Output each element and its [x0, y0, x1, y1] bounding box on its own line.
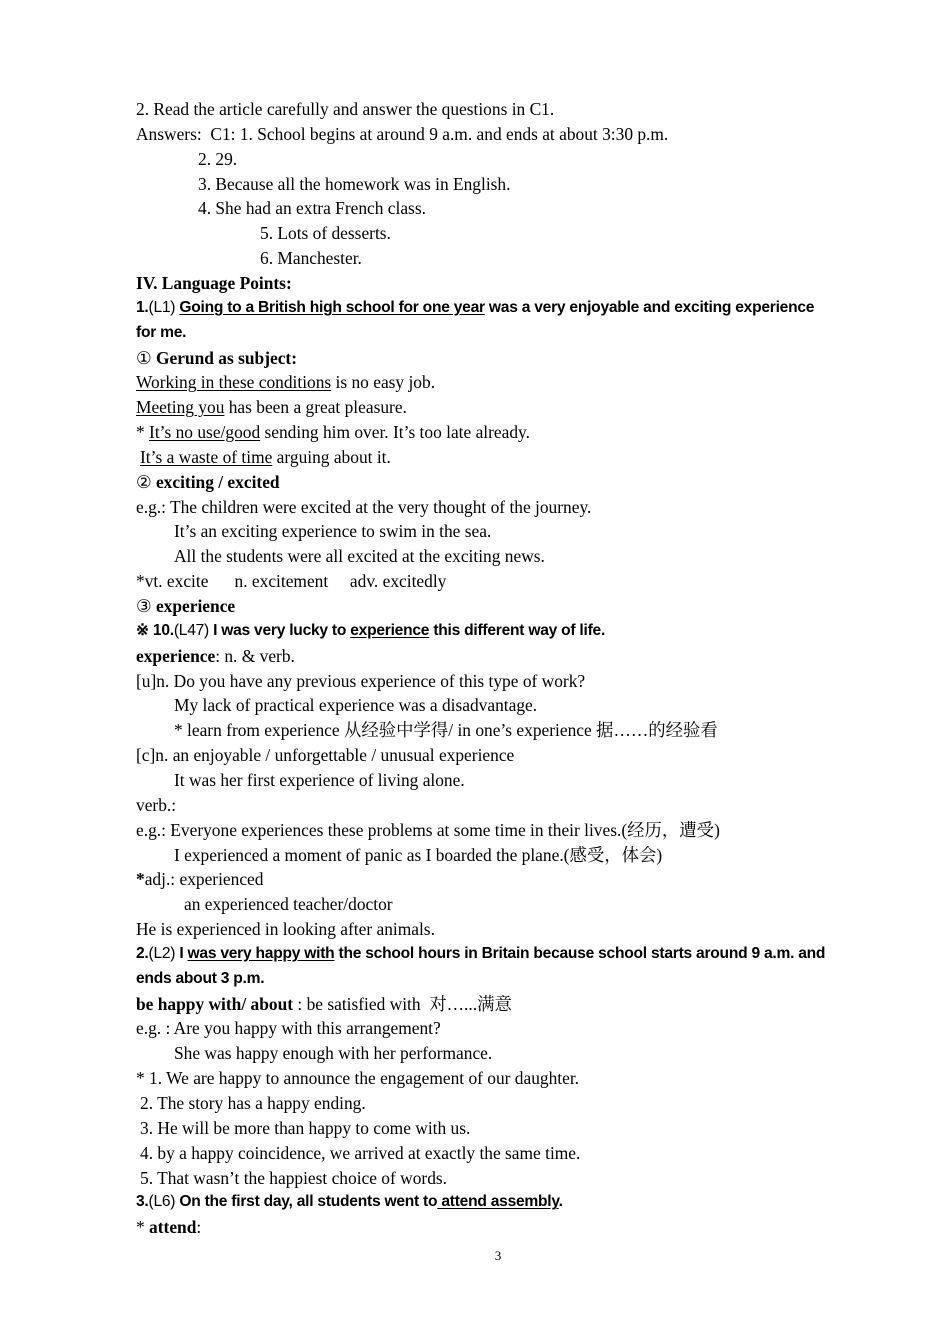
text-line [140, 1116, 470, 1141]
text-segment: He is experienced in looking after animals. [136, 919, 435, 940]
text-line [136, 97, 554, 122]
text-line [140, 1166, 447, 1191]
text-segment: this different way of life. [429, 621, 606, 639]
text-segment: * [136, 1217, 150, 1238]
text-segment: 2. The story has a happy ending. [140, 1093, 366, 1113]
text-line [174, 519, 491, 544]
underlined-phrase: was very happy with [187, 944, 335, 962]
underlined-phrase: Going to a British high school for one year [179, 298, 485, 316]
text-line [136, 122, 668, 147]
text-segment: exciting / excited [155, 471, 280, 492]
text-segment: [u]n. Do you have any previous experience of this type of work? [136, 670, 586, 691]
text-line [260, 221, 391, 246]
text-line [136, 495, 591, 520]
text-segment: 6. Manchester. [260, 248, 362, 269]
text-segment: . [558, 1193, 563, 1211]
text-line [136, 743, 514, 768]
text-line [136, 992, 512, 1017]
text-segment: experience [155, 596, 236, 616]
text-segment: I [179, 944, 188, 962]
text-line [136, 967, 264, 992]
text-line [136, 644, 295, 669]
text-segment: * learn from experience 从经验中学得/ in one’s experience 据……的经验看 [174, 720, 718, 741]
text-line [136, 470, 280, 495]
page-number: 3 [494, 1248, 502, 1263]
text-segment: 3. Because all the homework was in English. [198, 173, 511, 194]
text-segment: : n. & verb. [215, 645, 295, 666]
text-line [174, 718, 718, 743]
text-line [198, 196, 426, 221]
text-line [136, 793, 176, 818]
text-line [174, 843, 662, 868]
text-segment: * [136, 869, 145, 890]
text-line [136, 867, 263, 892]
text-segment: 5. That wasn’t the happiest choice of words. [140, 1167, 448, 1188]
text-segment: ② [136, 471, 156, 492]
text-segment: 2. Read the article carefully and answer the questions in C1. [136, 99, 555, 119]
text-segment: (L47) [173, 621, 214, 639]
text-segment: : [196, 1217, 202, 1238]
text-segment: e.g. : Are you happy with this arrangement? [136, 1018, 441, 1039]
text-line [174, 544, 545, 569]
underlined-phrase: Meeting you [136, 397, 225, 418]
underlined-phrase: attend assembly [437, 1193, 559, 1211]
text-segment: the school hours in Britain because school starts around 9 a.m. and [334, 944, 826, 962]
text-segment: It’s an exciting experience to swim in the sea. [174, 521, 492, 542]
text-segment: (L2) [148, 944, 180, 962]
text-segment: 5. Lots of desserts. [260, 223, 391, 244]
text-segment: My lack of practical experience was a disadvantage. [174, 695, 538, 716]
text-line [136, 321, 186, 346]
text-line [136, 420, 530, 445]
text-segment: : be satisfied with 对…...满意 [293, 993, 512, 1014]
text-line [174, 693, 537, 718]
text-segment: arguing about it. [272, 446, 391, 467]
text-line [136, 296, 814, 321]
text-segment: Answers: C1: 1. School begins at around 9 a.m. and ends at about 3:30 p.m. [136, 123, 669, 144]
text-segment: 2. [136, 944, 149, 962]
text-line [136, 1066, 579, 1091]
text-segment: is no easy job. [331, 372, 436, 393]
text-segment: * 1. We are happy to announce the engagement of our daughter. [136, 1068, 580, 1089]
text-line [136, 370, 435, 395]
text-segment: for me. [136, 323, 187, 341]
text-line [198, 172, 510, 197]
text-segment: 1. [136, 298, 149, 316]
text-line [136, 594, 235, 619]
underlined-phrase: Working in these conditions [136, 372, 332, 393]
text-segment: verb.: [136, 794, 177, 815]
underlined-phrase: It’s no use/good [149, 422, 261, 443]
text-segment: attend [149, 1217, 197, 1238]
text-line [174, 1041, 492, 1066]
text-line [136, 669, 585, 694]
text-line [136, 395, 407, 420]
text-segment: e.g.: Everyone experiences these problems at some time in their lives.(经历，遭受) [136, 819, 720, 840]
text-segment: be happy with/ about [136, 993, 294, 1014]
text-segment: ① [136, 347, 156, 368]
text-segment: experience [136, 645, 216, 666]
text-line [136, 569, 446, 594]
text-segment: She was happy enough with her performance. [174, 1043, 493, 1064]
text-segment: 3. [136, 1193, 149, 1211]
text-line [136, 346, 297, 371]
text-segment: Gerund as subject: [155, 347, 298, 368]
text-line [136, 1190, 563, 1215]
text-line [136, 942, 825, 967]
text-line [136, 917, 435, 942]
text-line [260, 246, 362, 271]
text-segment: All the students were all excited at the exciting news. [174, 546, 545, 567]
text-line [184, 892, 393, 917]
text-segment: *vt. excite n. excitement adv. excitedly [136, 571, 447, 592]
text-segment: 2. 29. [198, 148, 238, 169]
text-segment: (L1) [148, 298, 180, 316]
underlined-phrase: It’s a waste of time [140, 446, 273, 467]
text-line [140, 445, 391, 470]
text-line [198, 147, 237, 172]
text-segment: [c]n. an enjoyable / unforgettable / unusual experience [136, 745, 515, 766]
text-line [140, 1091, 366, 1116]
underlined-phrase: experience [350, 621, 430, 639]
text-line [140, 1141, 580, 1166]
text-segment: (L6) [148, 1193, 180, 1211]
text-segment: 4. by a happy coincidence, we arrived at exactly the same time. [140, 1142, 581, 1163]
text-line [136, 271, 292, 296]
text-segment: On the first day, all students went to [179, 1193, 438, 1211]
text-line [136, 1215, 201, 1240]
text-segment: It was her first experience of living alone. [174, 769, 465, 790]
text-segment: e.g.: The children were excited at the very thought of the journey. [136, 496, 592, 517]
text-segment: 4. She had an extra French class. [198, 198, 426, 219]
text-line [136, 818, 720, 843]
text-line [136, 1016, 441, 1041]
text-segment: 3. He will be more than happy to come with us. [140, 1117, 471, 1138]
text-segment: ③ [136, 596, 156, 616]
text-segment: * [136, 422, 150, 443]
text-line [136, 619, 605, 644]
text-segment: ※ 10. [136, 621, 174, 639]
text-line [174, 768, 465, 793]
text-segment: IV. Language Points: [136, 272, 292, 293]
text-segment: ends about 3 p.m. [136, 969, 265, 987]
text-segment: was a very enjoyable and exciting experience [484, 298, 815, 316]
text-segment: adj.: experienced [144, 869, 264, 890]
text-segment: I was very lucky to [213, 621, 351, 639]
text-segment: I experienced a moment of panic as I boarded the plane.(感受，体会) [174, 844, 663, 865]
text-segment: sending him over. It’s too late already. [260, 422, 530, 443]
text-segment: has been a great pleasure. [224, 397, 407, 418]
text-segment: an experienced teacher/doctor [184, 894, 393, 915]
